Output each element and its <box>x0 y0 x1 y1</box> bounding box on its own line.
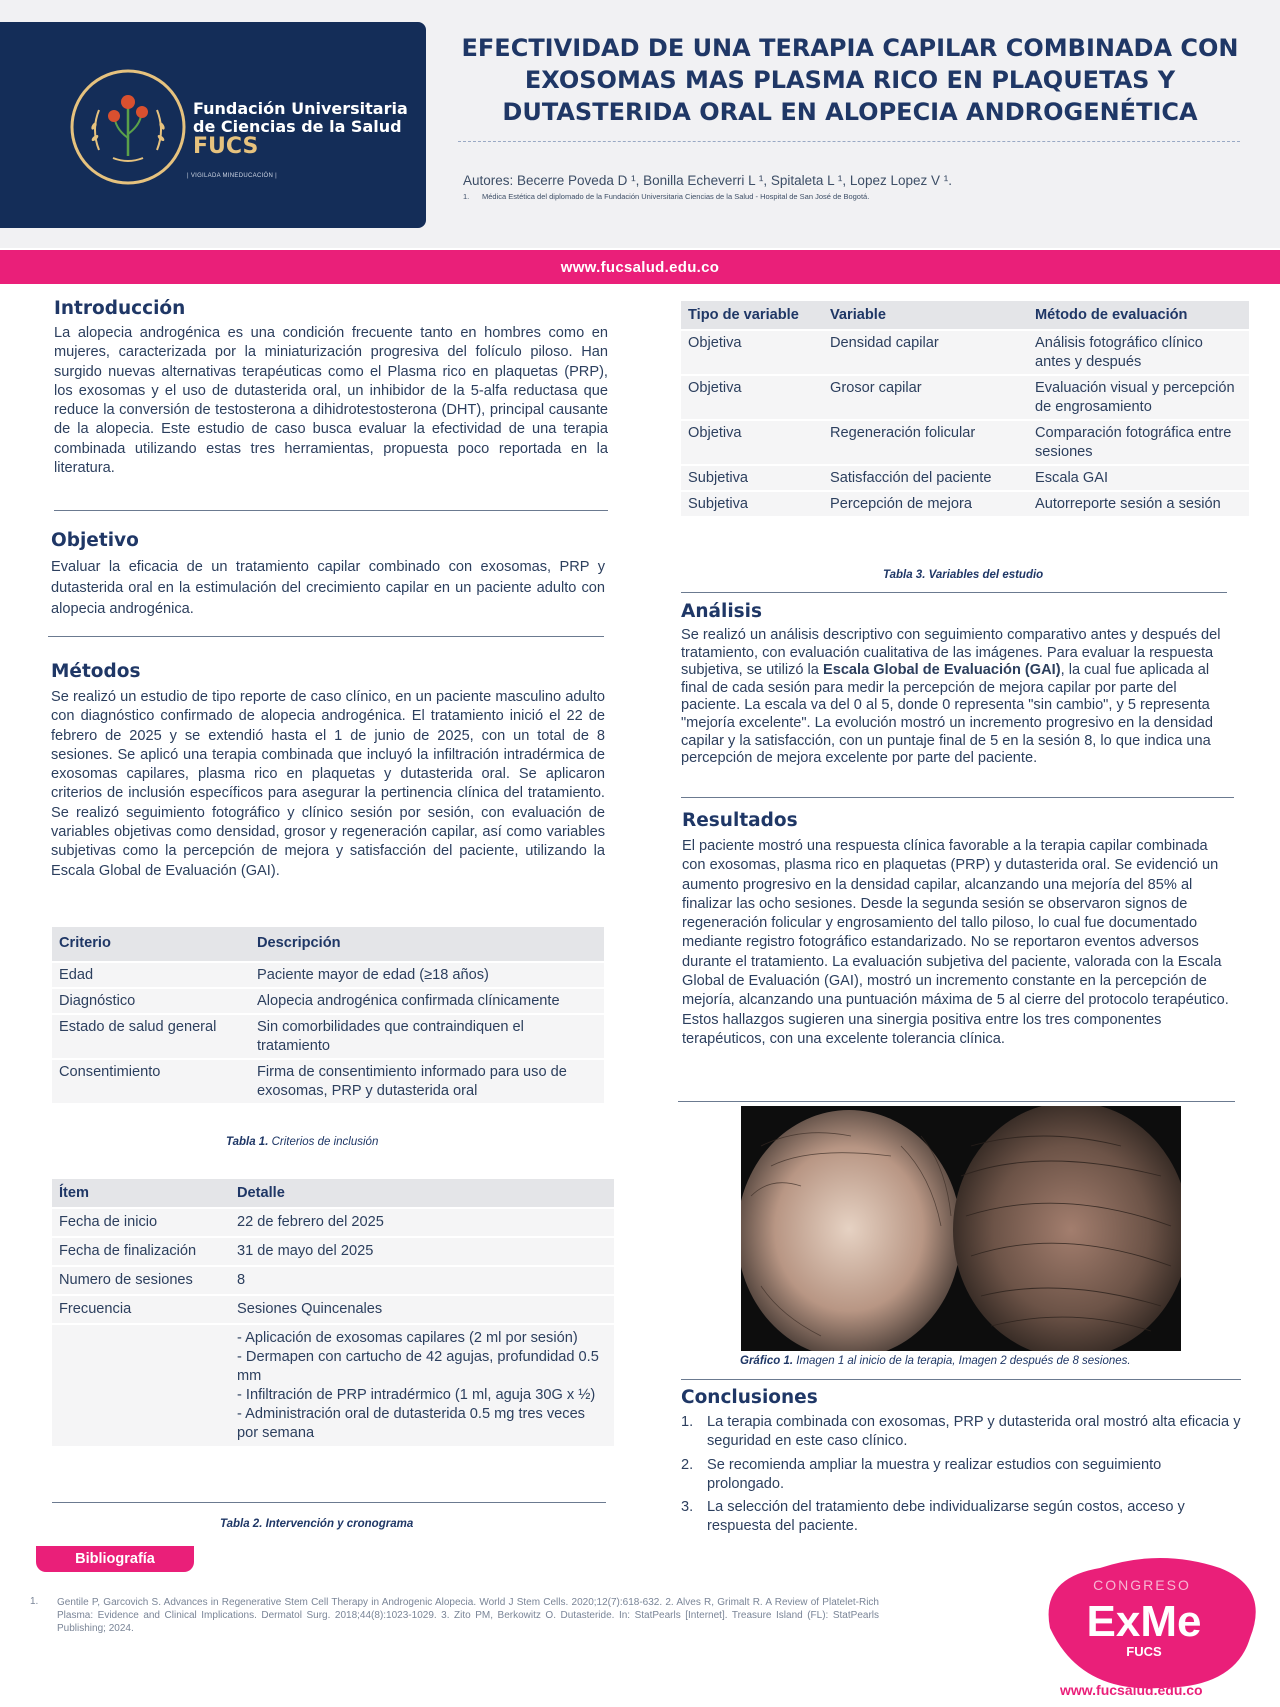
table-row <box>681 376 1249 419</box>
table-header-cell: Método de evaluación <box>1028 301 1249 329</box>
table-header-cell: Tipo de variable <box>681 301 823 329</box>
table-cell: 31 de mayo del 2025 <box>230 1238 614 1265</box>
table-cell: Objetiva <box>681 331 823 374</box>
table-row <box>681 466 1249 490</box>
table-cell: 8 <box>230 1267 614 1294</box>
conclusiones-list <box>681 1413 1241 1541</box>
list-item-text: Se recomienda ampliar la muestra y realizar estudios con seguimiento prolongado. <box>707 1456 1162 1492</box>
list-item <box>681 1456 1241 1495</box>
section-divider <box>678 1101 1235 1102</box>
section-divider <box>681 797 1234 798</box>
list-item <box>681 1498 1241 1537</box>
scalp-before-image <box>741 1110 961 1351</box>
table-cell: Densidad capilar <box>823 331 1028 374</box>
table-cell: Numero de sesiones <box>52 1267 230 1294</box>
section-divider <box>52 1502 606 1503</box>
caption-label: Tabla 1. <box>226 1136 269 1148</box>
table-cell: Diagnóstico <box>52 989 250 1013</box>
objetivo-text: Evaluar la eficacia de un tratamiento capilar combinado con exosomas, PRP y dutasterida oral en la estimulación del crecimiento capilar en un paciente adulto con alopecia androgénica. <box>51 559 605 617</box>
laurel-right <box>157 110 161 150</box>
table-cell <box>52 1325 230 1446</box>
objetivo-heading: Objetivo <box>51 530 139 551</box>
table-row <box>52 1015 604 1058</box>
list-item <box>681 1413 1241 1452</box>
website-url[interactable]: www.fucsalud.edu.co <box>560 259 720 276</box>
table-cell: Subjetiva <box>681 492 823 516</box>
bibliografia-text: Gentile P, Garcovich S. Advances in Regenerative Stem Cell Therapy in Androgenic Alopecia. World J Stem Cells. 2020;12(7):618-632. 2. Alves R, Grimalt R. A Review of Platelet-Rich Plasma: Evidence and Clinical Implications. Dermatol Surg. 2018;44(8):1023-1029. 3. Zito PM, Berkowitz O. Dutasteride. In: StatPearls [Internet]. Treasure Island (FL): StatPearls Publishing; 2024. <box>57 1597 879 1634</box>
list-item-number: 1. <box>681 1414 694 1430</box>
fucs-text: FUCS <box>1126 1644 1162 1659</box>
table-cell: Alopecia androgénica confirmada clínicamente <box>250 989 604 1013</box>
logo-name-line2: de Ciencias de la Salud <box>193 117 402 136</box>
table-cell: Autorreporte sesión a sesión <box>1028 492 1249 516</box>
resultados-text: El paciente mostró una respuesta clínica favorable a la terapia capilar combinada con exosomas, plasma rico en plaquetas (PRP) y dutasterida oral. Se evidenció un aumento progresivo en la densidad capilar, alcanzando una mejoría del 85% al finalizar las ocho sesiones. Desde la segunda sesión se observaron signos de regeneración folicular y engrosamiento del tallo piloso, lo cual fue documentado mediante registro fotográfico estandarizado. No se reportaron eventos adversos durante el tratamiento. La evaluación subjetiva del paciente, valorada con la Escala Global de Evaluación (GAI), mostró un incremento constante en la percepción de mejoría, alcanzando una puntuación máxima de 5 al cierre del protocolo terapéutico. Estos hallazgos sugieren una sinergia positiva entre los tres componentes terapéuticos, con una excelente tolerancia clínica. <box>682 838 1229 1047</box>
table-cell: Objetiva <box>681 421 823 464</box>
table-cell: - Aplicación de exosomas capilares (2 ml por sesión) - Dermapen con cartucho de 42 agujas, profundidad 0.5 mm - Infiltración de PRP intradérmico (1 ml, aguja 30G x ½) - Administración oral de dutasterida 0.5 mg tres veces por semana <box>230 1325 614 1446</box>
metodos-text: Se realizó un estudio de tipo reporte de caso clínico, en un paciente masculino adulto con diagnóstico confirmado de alopecia androgénica. El tratamiento inició el 22 de febrero de 2025 y se extendió hasta el 1 de junio de 2025, con un total de 8 sesiones. Se aplicó una terapia combinada que incluyó la infiltración intradérmica de exosomas capilares, plasma rico en plaquetas y dutasterida oral. Se aplicaron criterios de inclusión específicos para asegurar la pertinencia clínica del tratamiento. Se realizó seguimiento fotográfico y clínico sesión por sesión, con evaluación de variables objetivas como densidad, grosor y regeneración capilar, así como variables subjetivas como la percepción de mejora y satisfacción del paciente, utilizando la Escala Global de Evaluación (GAI). <box>51 689 605 879</box>
table-row <box>681 421 1249 464</box>
table-cell: Fecha de inicio <box>52 1209 230 1236</box>
affiliation-number: 1. <box>463 192 470 201</box>
table-cell: Firma de consentimiento informado para uso de exosomas, PRP y dutasterida oral <box>250 1060 604 1103</box>
table-cell: Subjetiva <box>681 466 823 490</box>
logo-tagline: | VIGILADA MINEDUCACIÓN | <box>187 173 277 179</box>
table-cell: Objetiva <box>681 376 823 419</box>
table-row <box>52 989 604 1013</box>
introduccion-heading: Introducción <box>54 298 186 319</box>
analisis-text-part2: , la cual fue aplicada al final de cada sesión para medir la percepción de mejora capilar por parte del paciente. La escala va del 0 al 5, donde 0 representa "sin cambio", y 5 representa "mejoría excelente". La evolución mostró un incremento progresivo en la densidad capilar y la satisfacción, con un puntaje final de 5 en la sesión 8, lo que indica una percepción de mejora excelente por parte del paciente. <box>681 662 1213 767</box>
table-cell: Grosor capilar <box>823 376 1028 419</box>
conclusiones-heading: Conclusiones <box>681 1387 818 1408</box>
congreso-text: CONGRESO <box>1093 1577 1191 1593</box>
table-row <box>52 1267 614 1294</box>
caption-label: Gráfico 1. <box>740 1355 794 1367</box>
logo-name-line1: Fundación Universitaria <box>193 99 408 118</box>
table-header-cell: Ítem <box>52 1179 230 1207</box>
grafico-1-caption <box>740 1355 1131 1367</box>
table-row <box>52 1238 614 1265</box>
fucs-seal-logo <box>69 68 187 186</box>
table-row <box>52 1296 614 1323</box>
caption-text: Criterios de inclusión <box>271 1136 379 1148</box>
table-cell: Evaluación visual y percepción de engrosamiento <box>1028 376 1249 419</box>
table-cell: Frecuencia <box>52 1296 230 1323</box>
table-cell: Sin comorbilidades que contraindiquen el tratamiento <box>250 1015 604 1058</box>
table-cell: Consentimiento <box>52 1060 250 1103</box>
table-cell: Edad <box>52 963 250 987</box>
tabla-2-intervencion <box>52 1177 614 1448</box>
section-divider <box>54 510 608 511</box>
table-cell: Satisfacción del paciente <box>823 466 1028 490</box>
table-header-row <box>681 301 1249 329</box>
tabla-2-caption: Tabla 2. Intervención y cronograma <box>220 1518 414 1530</box>
tabla-3-variables <box>681 299 1249 518</box>
table-cell: Análisis fotográfico clínico antes y después <box>1028 331 1249 374</box>
table-header-row <box>52 1179 614 1207</box>
section-divider <box>48 636 604 637</box>
table-cell: Comparación fotográfica entre sesiones <box>1028 421 1249 464</box>
congreso-exme-logo <box>1030 1548 1270 1698</box>
table-row <box>52 1325 614 1446</box>
laurel-left <box>95 110 99 150</box>
table-row <box>681 331 1249 374</box>
flower-right <box>136 106 148 118</box>
table-cell: Estado de salud general <box>52 1015 250 1058</box>
authors-line: Autores: Becerre Poveda D ¹, Bonilla Echeverri L ¹, Spitaleta L ¹, Lopez Lopez V ¹. <box>463 173 952 188</box>
analisis-text-part1: Se realizó un análisis descriptivo con seguimiento comparativo antes y después del tratamiento, con evaluación cualitativa de las imágenes. Para evaluar la respuesta subjetiva, se utilizó la <box>681 627 1221 679</box>
table-header-cell: Detalle <box>230 1179 614 1207</box>
affiliation-line: Médica Estética del diplomado de la Fundación Universitaria Ciencias de la Salud - Hospital de San José de Bogotá. <box>482 192 870 201</box>
analisis-text <box>681 627 1233 768</box>
list-item-text: La terapia combinada con exosomas, PRP y dutasterida oral mostró alta eficacia y seguridad en este caso clínico. <box>707 1414 1241 1450</box>
table-cell: Percepción de mejora <box>823 492 1028 516</box>
flower-left <box>108 110 120 122</box>
exme-text: ExMe <box>1086 1597 1202 1646</box>
bibliografia-number: 1. <box>30 1596 39 1607</box>
title-divider <box>458 141 1240 142</box>
table-row <box>681 492 1249 516</box>
analisis-heading: Análisis <box>681 601 763 622</box>
flower-top <box>121 95 135 109</box>
footer-website-url[interactable]: www.fucsalud.edu.co <box>1060 1682 1203 1698</box>
list-item-number: 2. <box>681 1456 694 1473</box>
table-header-cell: Criterio <box>52 927 250 961</box>
before-after-scalp-photo <box>741 1106 1181 1351</box>
tabla-1-caption <box>226 1136 378 1148</box>
list-item-text: La selección del tratamiento debe individualizarse según costos, acceso y respuesta del paciente. <box>707 1499 1185 1535</box>
table-row <box>52 1209 614 1236</box>
section-divider <box>681 1379 1241 1380</box>
logo-acronym: FUCS <box>193 134 259 159</box>
table-cell: 22 de febrero del 2025 <box>230 1209 614 1236</box>
section-divider <box>681 592 1227 593</box>
table-cell: Sesiones Quincenales <box>230 1296 614 1323</box>
table-cell: Regeneración folicular <box>823 421 1028 464</box>
analisis-text-bold: Escala Global de Evaluación (GAI) <box>822 662 1061 679</box>
table-cell: Paciente mayor de edad (≥18 años) <box>250 963 604 987</box>
table-cell: Escala GAI <box>1028 466 1249 490</box>
scalp-after-image <box>953 1106 1181 1351</box>
list-item-number: 3. <box>681 1499 694 1516</box>
table-cell: Fecha de finalización <box>52 1238 230 1265</box>
bibliografia-label: Bibliografía <box>36 1546 194 1572</box>
caption-text: Imagen 1 al inicio de la terapia, Imagen 2 después de 8 sesiones. <box>796 1355 1131 1367</box>
poster-title: EFECTIVIDAD DE UNA TERAPIA CAPILAR COMBINADA CON EXOSOMAS MAS PLASMA RICO EN PLAQUETAS Y DUTASTERIDA ORAL EN ALOPECIA ANDROGENÉTICA <box>461 34 1239 126</box>
tabla-1-criterios <box>52 925 604 1105</box>
metodos-heading: Métodos <box>51 661 141 682</box>
resultados-heading: Resultados <box>682 810 798 831</box>
table-row <box>52 963 604 987</box>
table-row <box>52 1060 604 1103</box>
tabla-3-caption: Tabla 3. Variables del estudio <box>883 569 1044 581</box>
table-header-cell: Variable <box>823 301 1028 329</box>
introduccion-text: La alopecia androgénica es una condición frecuente tanto en hombres como en mujeres, caracterizada por la miniaturización progresiva del folículo piloso. Han surgido nuevas alternativas terapéuticas como el Plasma rico en plaquetas (PRP), los exosomas y el uso de dutasterida oral, un inhibidor de la 5-alfa reductasa que reduce la conversión de testosterona a dihidrotestosterona (DHT), principal causante de la alopecia. Este estudio de caso busca evaluar la efectividad de una terapia combinada utilizando estas tres herramientas, propuesta poco reportada en la literatura. <box>54 325 608 477</box>
table-header-cell: Descripción <box>250 927 604 961</box>
table-header-row <box>52 927 604 961</box>
